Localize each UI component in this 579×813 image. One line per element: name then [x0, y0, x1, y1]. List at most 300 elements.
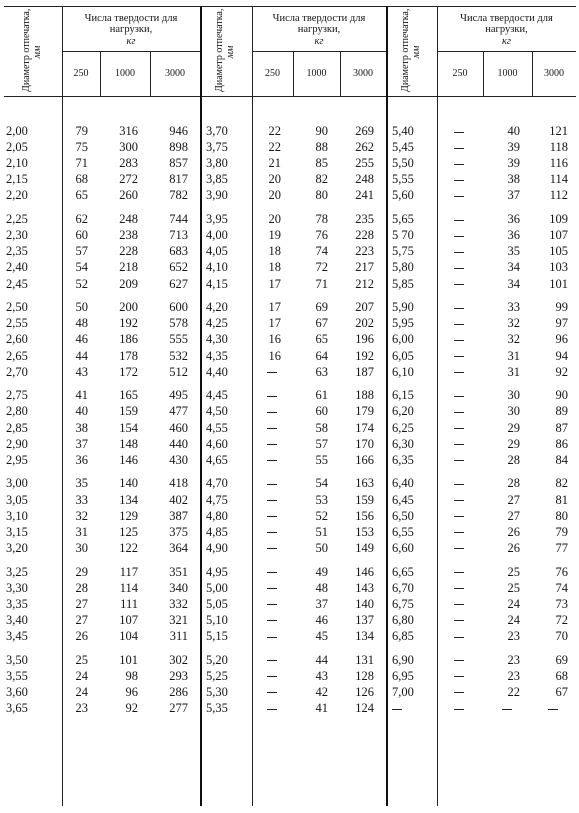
dash	[267, 460, 277, 461]
hardness-1000: 122	[119, 540, 138, 555]
diameter-unit: мм	[225, 45, 236, 59]
hardness-250: 17	[268, 316, 281, 331]
diameter-header	[399, 8, 422, 92]
hardness-1000: 52	[315, 508, 328, 523]
dash	[454, 516, 464, 517]
dash	[454, 252, 464, 253]
hardness-title: Числа твердости для нагрузки,	[84, 13, 178, 35]
hardness-3000: 86	[555, 436, 568, 451]
hardness-1000: 192	[119, 316, 138, 331]
hardness-1000: 54	[315, 476, 328, 491]
diameter-value: 5,10	[206, 612, 228, 627]
hardness-250	[267, 541, 277, 556]
hardness-250: 21	[268, 156, 281, 171]
hardness-250: 20	[268, 212, 281, 227]
hardness-1000: 39	[507, 156, 520, 171]
diameter-value: 6,85	[392, 628, 414, 643]
diameter-value: 6,10	[392, 364, 414, 379]
hardness-3000: 72	[555, 612, 568, 627]
diameter-value: 2,05	[6, 140, 28, 155]
hardness-1000: 32	[507, 316, 520, 331]
hardness-250: 71	[75, 156, 88, 171]
hardness-250	[267, 613, 277, 628]
diameter-value: 2,60	[6, 332, 28, 347]
hardness-3000: 131	[355, 652, 374, 667]
hardness-250	[267, 629, 277, 644]
panel-divider	[200, 6, 202, 806]
dash	[267, 572, 277, 573]
dash	[267, 396, 277, 397]
diameter-value: 6,75	[392, 596, 414, 611]
hardness-3000: 600	[169, 300, 188, 315]
hardness-3000: 92	[555, 364, 568, 379]
hardness-250: 16	[268, 332, 281, 347]
hardness-250	[267, 653, 277, 668]
hardness-250	[454, 140, 464, 155]
hardness-250: 38	[75, 420, 88, 435]
hardness-1000: 28	[507, 452, 520, 467]
diameter-value: 6,40	[392, 476, 414, 491]
hardness-250: 62	[75, 212, 88, 227]
hardness-3000: 121	[549, 124, 568, 138]
hardness-1000: 111	[120, 596, 138, 611]
diameter-value: 3,65	[6, 700, 28, 715]
diameter-value: 2,45	[6, 276, 28, 291]
dash	[502, 709, 512, 710]
hardness-3000: 744	[169, 212, 188, 227]
dash	[454, 372, 464, 373]
hardness-3000: 188	[355, 388, 374, 403]
dash	[454, 460, 464, 461]
hardness-1000: 51	[315, 524, 328, 539]
dash	[267, 637, 277, 638]
hardness-3000: 67	[555, 684, 568, 699]
diameter-unit: мм	[410, 45, 422, 59]
diameter-value: 5,50	[392, 156, 414, 171]
hardness-1000: 165	[119, 388, 138, 403]
hardness-1000: 283	[119, 156, 138, 171]
hardness-1000: 37	[507, 188, 520, 203]
hardness-250	[454, 509, 464, 524]
hardness-250	[454, 349, 464, 364]
hardness-250	[267, 581, 277, 596]
diameter-value: 5,20	[206, 652, 228, 667]
hardness-250: 32	[75, 508, 88, 523]
hardness-3000: 105	[549, 244, 568, 259]
diameter-value: 2,75	[6, 388, 28, 403]
diameter-value: 2,15	[6, 172, 28, 187]
dash	[267, 604, 277, 605]
hardness-250: 33	[75, 492, 88, 507]
column-rule	[532, 51, 533, 96]
hardness-1000: 31	[507, 348, 520, 363]
diameter-value: 4,80	[206, 508, 228, 523]
dash	[454, 620, 464, 621]
diameter-value: 4,85	[206, 524, 228, 539]
hardness-250	[267, 597, 277, 612]
diameter-value: 2,20	[6, 188, 28, 203]
hardness-250: 27	[75, 612, 88, 627]
hardness-3000: 241	[355, 188, 374, 203]
hardness-3000: 430	[169, 452, 188, 467]
hardness-250: 79	[75, 124, 88, 138]
hardness-1000: 27	[507, 508, 520, 523]
hardness-1000: 154	[119, 420, 138, 435]
load-label: 1000	[115, 68, 135, 79]
diameter-value: 2,80	[6, 404, 28, 419]
hardness-250: 24	[75, 668, 88, 683]
hardness-250: 50	[75, 300, 88, 315]
diameter-value: 6,60	[392, 540, 414, 555]
hardness-250	[454, 565, 464, 580]
hardness-3000: 97	[555, 316, 568, 331]
hardness-1000: 96	[125, 684, 138, 699]
dash	[454, 132, 464, 133]
diameter-value: 3,95	[206, 212, 228, 227]
hardness-3000: 166	[355, 452, 374, 467]
hardness-250	[267, 565, 277, 580]
hardness-250	[454, 388, 464, 403]
diameter-value: 3,55	[6, 668, 28, 683]
hardness-250	[454, 476, 464, 491]
diameter-value: 2,00	[6, 124, 28, 138]
hardness-250	[267, 421, 277, 436]
diameter-value: 3,20	[6, 540, 28, 555]
hardness-1000: 90	[315, 124, 328, 138]
hardness-3000: 116	[549, 156, 568, 171]
hardness-250: 29	[75, 564, 88, 579]
hardness-250: 46	[75, 332, 88, 347]
hardness-3000: 302	[169, 652, 188, 667]
diameter-value: 5,90	[392, 300, 414, 315]
diameter-value: 4,20	[206, 300, 228, 315]
hardness-3000: 196	[355, 332, 374, 347]
dash	[267, 484, 277, 485]
hardness-3000: 207	[355, 300, 374, 315]
hardness-250	[267, 404, 277, 419]
hardness-unit: кг	[314, 36, 324, 47]
diameter-value: 2,85	[6, 420, 28, 435]
hardness-3000: 418	[169, 476, 188, 491]
diameter-value: 2,70	[6, 364, 28, 379]
dash	[267, 516, 277, 517]
hardness-1000: 117	[119, 564, 138, 579]
hardness-250	[454, 685, 464, 700]
hardness-1000: 159	[119, 404, 138, 419]
dash	[454, 220, 464, 221]
hardness-3000: 156	[355, 508, 374, 523]
hardness-1000: 35	[507, 244, 520, 259]
hardness-3000: 402	[169, 492, 188, 507]
hardness-1000: 61	[315, 388, 328, 403]
dash	[454, 604, 464, 605]
hardness-1000: 228	[119, 244, 138, 259]
diameter-value: 6,35	[392, 452, 414, 467]
hardness-3000: 90	[555, 388, 568, 403]
hardness-1000: 48	[315, 580, 328, 595]
hardness-3000: 293	[169, 668, 188, 683]
hardness-3000: 332	[169, 596, 188, 611]
diameter-header	[21, 8, 43, 92]
hardness-1000: 65	[315, 332, 328, 347]
dash	[267, 532, 277, 533]
hardness-250	[267, 365, 277, 380]
hardness-3000: 248	[355, 172, 374, 187]
hardness-1000: 24	[507, 596, 520, 611]
dash	[454, 412, 464, 413]
dash	[267, 676, 277, 677]
dash	[454, 308, 464, 309]
hardness-1000: 238	[119, 228, 138, 243]
dash	[454, 444, 464, 445]
dash	[454, 692, 464, 693]
hardness-3000: 255	[355, 156, 374, 171]
diameter-value: 5,45	[392, 140, 414, 155]
hardness-250	[454, 260, 464, 275]
hardness-1000: 50	[315, 540, 328, 555]
hardness-1000: 57	[315, 436, 328, 451]
hardness-3000: 477	[169, 404, 188, 419]
hardness-250: 16	[268, 348, 281, 363]
hardness-250	[267, 437, 277, 452]
hardness-1000: 72	[315, 260, 328, 275]
hardness-1000: 209	[119, 276, 138, 291]
dash	[267, 372, 277, 373]
hardness-3000: 235	[355, 212, 374, 227]
load-label: 250	[452, 68, 468, 79]
hardness-title: Числа твердости для нагрузки,	[460, 13, 553, 35]
hardness-1000: 300	[119, 140, 138, 155]
hardness-1000: 42	[315, 684, 328, 699]
hardness-3000: 578	[169, 316, 188, 331]
hardness-3000: 94	[555, 348, 568, 363]
dash	[454, 340, 464, 341]
hardness-1000: 58	[315, 420, 328, 435]
diameter-value: 3,00	[6, 476, 28, 491]
diameter-value: 5,30	[206, 684, 228, 699]
column-rule	[483, 51, 484, 96]
dash	[454, 532, 464, 533]
hardness-1000: 23	[507, 628, 520, 643]
load-label: 1000	[497, 68, 518, 79]
hardness-1000: 248	[119, 212, 138, 227]
hardness-1000: 316	[119, 124, 138, 138]
diameter-value: 5 70	[392, 228, 414, 243]
hardness-1000: 78	[315, 212, 328, 227]
hardness-1000: 41	[315, 700, 328, 715]
hardness-250: 19	[268, 228, 281, 243]
hardness-3000: 114	[549, 172, 568, 187]
dash	[548, 709, 558, 710]
hardness-1000: 69	[315, 300, 328, 315]
hardness-1000: 98	[125, 668, 138, 683]
hardness-1000: 27	[507, 492, 520, 507]
dash	[454, 588, 464, 589]
hardness-3000: 179	[355, 404, 374, 419]
hardness-250: 31	[75, 524, 88, 539]
top-rule	[4, 6, 576, 7]
dash	[454, 637, 464, 638]
diameter-label: Диаметр отпечатка,	[214, 8, 225, 92]
hardness-1000: 38	[507, 172, 520, 187]
hardness-3000: 137	[355, 612, 374, 627]
diameter-value: 2,10	[6, 156, 28, 171]
hardness-3000: 128	[355, 668, 374, 683]
hardness-250: 17	[268, 276, 281, 291]
hardness-250	[454, 613, 464, 628]
dash	[392, 709, 402, 710]
hardness-250: 22	[268, 140, 281, 155]
diameter-value: 2,65	[6, 348, 28, 363]
hardness-250	[454, 701, 464, 716]
hardness-250	[454, 541, 464, 556]
hardness-3000: 170	[355, 436, 374, 451]
hardness-250: 65	[75, 188, 88, 203]
diameter-value: 4,55	[206, 420, 228, 435]
hardness-1000: 43	[315, 668, 328, 683]
hardness-3000: 146	[355, 564, 374, 579]
hardness-1000: 67	[315, 316, 328, 331]
diameter-value: 2,50	[6, 300, 28, 315]
dash	[267, 709, 277, 710]
hardness-3000: 109	[549, 212, 568, 227]
hardness-3000: 76	[555, 564, 568, 579]
hardness-250: 18	[268, 244, 281, 259]
column-rule	[62, 6, 63, 806]
diameter-value: 5,80	[392, 260, 414, 275]
hardness-3000: 340	[169, 580, 188, 595]
diameter-value: 6,30	[392, 436, 414, 451]
dash	[454, 484, 464, 485]
hardness-3000: 124	[355, 700, 374, 715]
hardness-3000: 440	[169, 436, 188, 451]
hardness-3000: 311	[169, 628, 188, 643]
hardness-3000: 149	[355, 540, 374, 555]
diameter-label: Диаметр отпечатка,	[21, 8, 32, 92]
diameter-value: 5,35	[206, 700, 228, 715]
load-label: 250	[265, 68, 280, 79]
hardness-1000: 92	[125, 700, 138, 715]
hardness-1000: 71	[315, 276, 328, 291]
hardness-1000: 140	[119, 476, 138, 491]
hardness-3000: 683	[169, 244, 188, 259]
hardness-1000: 146	[119, 452, 138, 467]
hardness-250	[267, 388, 277, 403]
hardness-3000: 460	[169, 420, 188, 435]
hardness-1000: 101	[119, 652, 138, 667]
diameter-value: 3,60	[6, 684, 28, 699]
hardness-250: 37	[75, 436, 88, 451]
diameter-value: 4,30	[206, 332, 228, 347]
diameter-value: 5,95	[392, 316, 414, 331]
hardness-1000: 148	[119, 436, 138, 451]
dash	[454, 180, 464, 181]
hardness-3000	[548, 701, 558, 716]
diameter-value: 2,35	[6, 244, 28, 259]
hardness-1000: 272	[119, 172, 138, 187]
panel-divider	[386, 6, 388, 806]
hardness-250	[454, 172, 464, 187]
column-rule	[293, 51, 294, 96]
hardness-1000: 36	[507, 228, 520, 243]
hardness-250	[267, 493, 277, 508]
hardness-3000: 375	[169, 524, 188, 539]
hardness-3000: 512	[169, 364, 188, 379]
dash	[454, 709, 464, 710]
hardness-250	[454, 316, 464, 331]
hardness-250	[454, 581, 464, 596]
hardness-3000: 269	[355, 124, 374, 138]
hardness-1000: 53	[315, 492, 328, 507]
diameter-value: 6,05	[392, 348, 414, 363]
hardness-1000: 114	[119, 580, 138, 595]
hardness-1000: 36	[507, 212, 520, 227]
hardness-250: 60	[75, 228, 88, 243]
hardness-250	[454, 228, 464, 243]
header-rule	[4, 96, 576, 97]
diameter-value: 5,25	[206, 668, 228, 683]
hardness-1000: 44	[315, 652, 328, 667]
hardness-1000: 200	[119, 300, 138, 315]
column-rule	[252, 6, 253, 806]
hardness-250	[454, 493, 464, 508]
dash	[267, 620, 277, 621]
hardness-1000: 74	[315, 244, 328, 259]
load-label: 3000	[165, 68, 185, 79]
diameter-value: 3,45	[6, 628, 28, 643]
hardness-3000: 321	[169, 612, 188, 627]
hardness-3000: 857	[169, 156, 188, 171]
hardness-1000: 104	[119, 628, 138, 643]
hardness-3000: 217	[355, 260, 374, 275]
hardness-title: Числа твердости для нагрузки,	[272, 13, 366, 35]
hardness-3000: 187	[355, 364, 374, 379]
hardness-3000: 163	[355, 476, 374, 491]
diameter-value: 5,60	[392, 188, 414, 203]
hardness-1000: 25	[507, 564, 520, 579]
hardness-3000: 101	[549, 276, 568, 291]
hardness-3000: 89	[555, 404, 568, 419]
dash	[454, 148, 464, 149]
hardness-250	[454, 597, 464, 612]
diameter-value: 6,50	[392, 508, 414, 523]
hardness-1000: 218	[119, 260, 138, 275]
hardness-1000: 46	[315, 612, 328, 627]
hardness-1000: 88	[315, 140, 328, 155]
diameter-value: 7,00	[392, 684, 414, 699]
dash	[267, 548, 277, 549]
diameter-value: 5,00	[206, 580, 228, 595]
hardness-3000: 134	[355, 628, 374, 643]
diameter-value: 4,95	[206, 564, 228, 579]
hardness-250: 24	[75, 684, 88, 699]
hardness-3000: 555	[169, 332, 188, 347]
hardness-3000: 652	[169, 260, 188, 275]
hardness-subrule	[62, 51, 200, 52]
hardness-250: 54	[75, 260, 88, 275]
hardness-250	[454, 188, 464, 203]
diameter-value: 4,45	[206, 388, 228, 403]
hardness-1000	[502, 701, 512, 716]
hardness-3000: 364	[169, 540, 188, 555]
diameter-unit: мм	[32, 45, 43, 59]
hardness-250	[267, 525, 277, 540]
hardness-1000: 34	[507, 260, 520, 275]
hardness-1000: 64	[315, 348, 328, 363]
diameter-value: 6,95	[392, 668, 414, 683]
hardness-1000: 60	[315, 404, 328, 419]
diameter-value: 4,10	[206, 260, 228, 275]
